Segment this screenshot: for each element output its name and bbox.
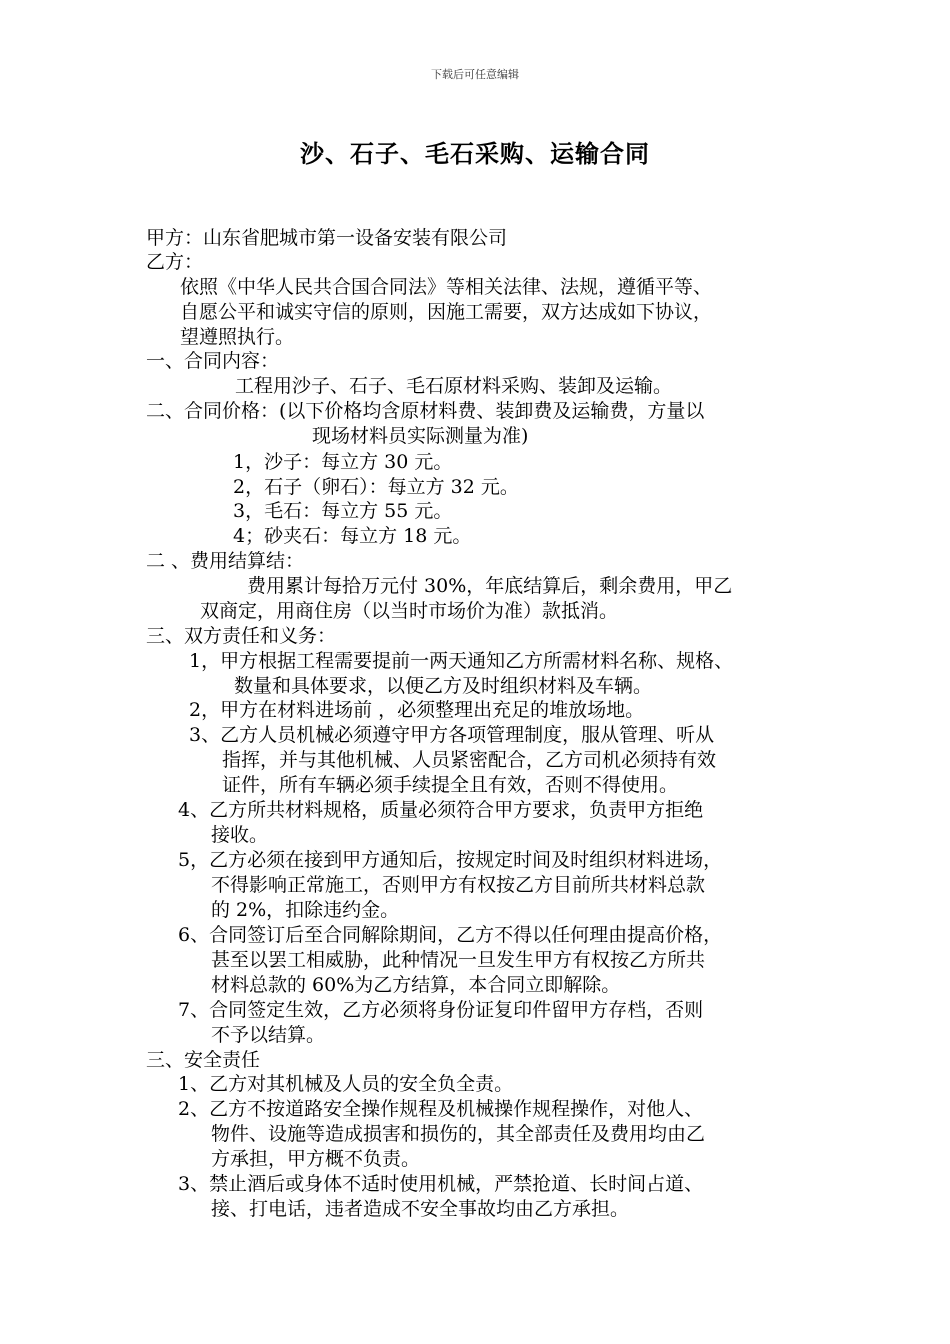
preamble-line: 自愿公平和诚实守信的原则，因施工需要，双方达成如下协议， [180, 301, 713, 323]
price-item: 2，石子（卵石）：每立方 32 元。 [233, 476, 519, 498]
clause-line: 材料总款的 60%为乙方结算，本合同立即解除。 [211, 974, 621, 996]
header-note: 下载后可任意编辑 [431, 68, 519, 81]
clause-line: 数量和具体要求，以便乙方及时组织材料及车辆。 [234, 675, 653, 697]
clause-line: 现场材料员实际测量为准) [312, 425, 529, 447]
party-b-line: 乙方： [146, 251, 204, 273]
clause-line: 接收。 [211, 824, 269, 846]
price-item: 4；砂夹石：每立方 18 元。 [233, 525, 472, 547]
clause-line: 甚至以罢工相威胁，此种情况一旦发生甲方有权按乙方所共 [211, 949, 706, 971]
section-heading: 三、双方责任和义务： [146, 625, 337, 647]
clause-line: 4、乙方所共材料规格，质量必须符合甲方要求，负责甲方拒绝 [178, 799, 704, 821]
clause-line: 物件、设施等造成损害和损伤的，其全部责任及费用均由乙 [211, 1123, 706, 1145]
document-title: 沙、石子、毛石采购、运输合同 [300, 139, 650, 168]
section-heading: 一、合同内容： [146, 350, 280, 372]
party-a-line: 甲方：山东省肥城市第一设备安装有限公司 [146, 227, 508, 249]
section-heading: 二、合同价格：(以下价格均含原材料费、装卸费及运输费，方量以 [146, 400, 705, 422]
clause-line: 2、乙方不按道路安全操作规程及机械操作规程操作，对他人、 [178, 1098, 704, 1120]
clause-line: 5，乙方必须在接到甲方通知后，按规定时间及时组织材料进场， [178, 849, 723, 871]
clause-line: 不得影响正常施工，否则甲方有权按乙方目前所共材料总款 [211, 874, 706, 896]
clause-line: 1、乙方对其机械及人员的安全负全责。 [178, 1073, 514, 1095]
clause-line: 不予以结算。 [211, 1024, 326, 1046]
preamble-line: 望遵照执行。 [180, 326, 295, 348]
clause-line: 证件，所有车辆必须手续提全且有效，否则不得使用。 [222, 774, 679, 796]
price-item: 3，毛石：每立方 55 元。 [233, 500, 453, 522]
clause-line: 2，甲方在材料进场前 ，必须整理出充足的堆放场地。 [189, 699, 645, 721]
clause-line: 7、合同签定生效，乙方必须将身份证复印件留甲方存档，否则 [178, 999, 704, 1021]
clause-line: 费用累计每拾万元付 30%，年底结算后，剩余费用，甲乙 [247, 575, 733, 597]
clause-line: 双商定，用商住房（以当时市场价为准）款抵消。 [200, 600, 619, 622]
price-item: 1，沙子：每立方 30 元。 [233, 451, 453, 473]
clause-line: 3、禁止酒后或身体不适时使用机械，严禁抢道、长时间占道、 [178, 1173, 704, 1195]
clause-line: 工程用沙子、石子、毛石原材料采购、装卸及运输。 [235, 375, 673, 397]
clause-line: 3、乙方人员机械必须遵守甲方各项管理制度，服从管理、听从 [189, 724, 715, 746]
clause-line: 接、打电话，违者造成不安全事故均由乙方承担。 [211, 1198, 630, 1220]
clause-line: 方承担，甲方概不负责。 [211, 1148, 421, 1170]
clause-line: 的 2%，扣除违约金。 [211, 899, 400, 921]
clause-line: 1，甲方根据工程需要提前一两天通知乙方所需材料名称、规格、 [189, 650, 734, 672]
clause-line: 6、合同签订后至合同解除期间，乙方不得以任何理由提高价格， [178, 924, 723, 946]
section-heading: 三、安全责任 [146, 1049, 261, 1071]
preamble-line: 依照《中华人民共合国合同法》等相关法律、法规，遵循平等、 [180, 276, 713, 298]
clause-line: 指挥，并与其他机械、人员紧密配合，乙方司机必须持有效 [222, 749, 717, 771]
section-heading: 二 、费用结算结： [146, 550, 305, 572]
